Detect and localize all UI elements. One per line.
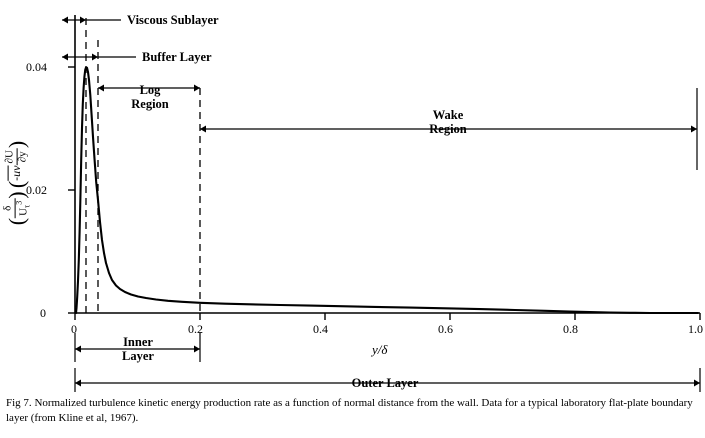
y-axis-paren-close-1: ) (4, 191, 29, 199)
inner-layer-label-line2: Layer (122, 349, 154, 363)
x-tick-label-08: 0.8 (563, 322, 578, 336)
y-axis-paren-open-1: ( (4, 217, 29, 226)
y-axis-uv-term: -uv (8, 165, 23, 181)
buffer-layer-label: Buffer Layer (142, 50, 212, 64)
viscous-sublayer-arrow (62, 17, 121, 24)
x-axis-title: y/δ (372, 342, 388, 357)
figure-caption-text: Normalized turbulence kinetic energy production rate as a function of normal distance from the wall. Data for a typical laboratory flat-plate boundary layer (from Kline et al, 1967). (6, 397, 693, 424)
x-tick-label-0: 0 (71, 322, 77, 336)
log-region-label-line2: Region (131, 97, 169, 111)
outer-layer-label: Outer Layer (351, 376, 419, 390)
y-axis-paren-close-2: ) (4, 140, 29, 149)
y-tick-label-0: 0 (40, 306, 46, 320)
viscous-sublayer-label: Viscous Sublayer (127, 13, 219, 27)
y-axis-frac-den-dy: ∂y (16, 151, 29, 163)
buffer-layer-arrow (62, 54, 136, 61)
x-tick-label-10: 1.0 (688, 322, 703, 336)
figure-caption-prefix: Fig 7. (6, 397, 32, 409)
x-tick-label-04: 0.4 (313, 322, 328, 336)
y-axis-frac-delta-utau (3, 199, 32, 218)
y-axis-frac-num-dU: ∂U (3, 150, 16, 164)
y-axis-paren-open-2: ( (4, 180, 29, 189)
log-region-label (118, 83, 182, 111)
x-tick-label-06: 0.6 (438, 322, 453, 336)
y-tick-label-002: 0.02 (26, 183, 47, 197)
inner-layer-label-line1: Inner (123, 335, 153, 349)
y-axis-frac-num-delta: δ (3, 199, 16, 218)
inner-layer-label (106, 335, 170, 363)
wake-region-label-line1: Wake (432, 108, 464, 122)
y-axis-frac-dudy (5, 148, 29, 165)
wake-region-label-line2: Region (429, 122, 467, 136)
log-region-label-line1: Log (139, 83, 161, 97)
y-axis-frac-den-utau: $U_\tau^3$ (14, 200, 31, 216)
y-axis-title (2, 108, 32, 258)
wake-region-label (413, 108, 483, 136)
x-tick-label-02: 0.2 (188, 322, 203, 336)
y-tick-label-004: 0.04 (26, 60, 47, 74)
figure-caption (6, 396, 700, 426)
